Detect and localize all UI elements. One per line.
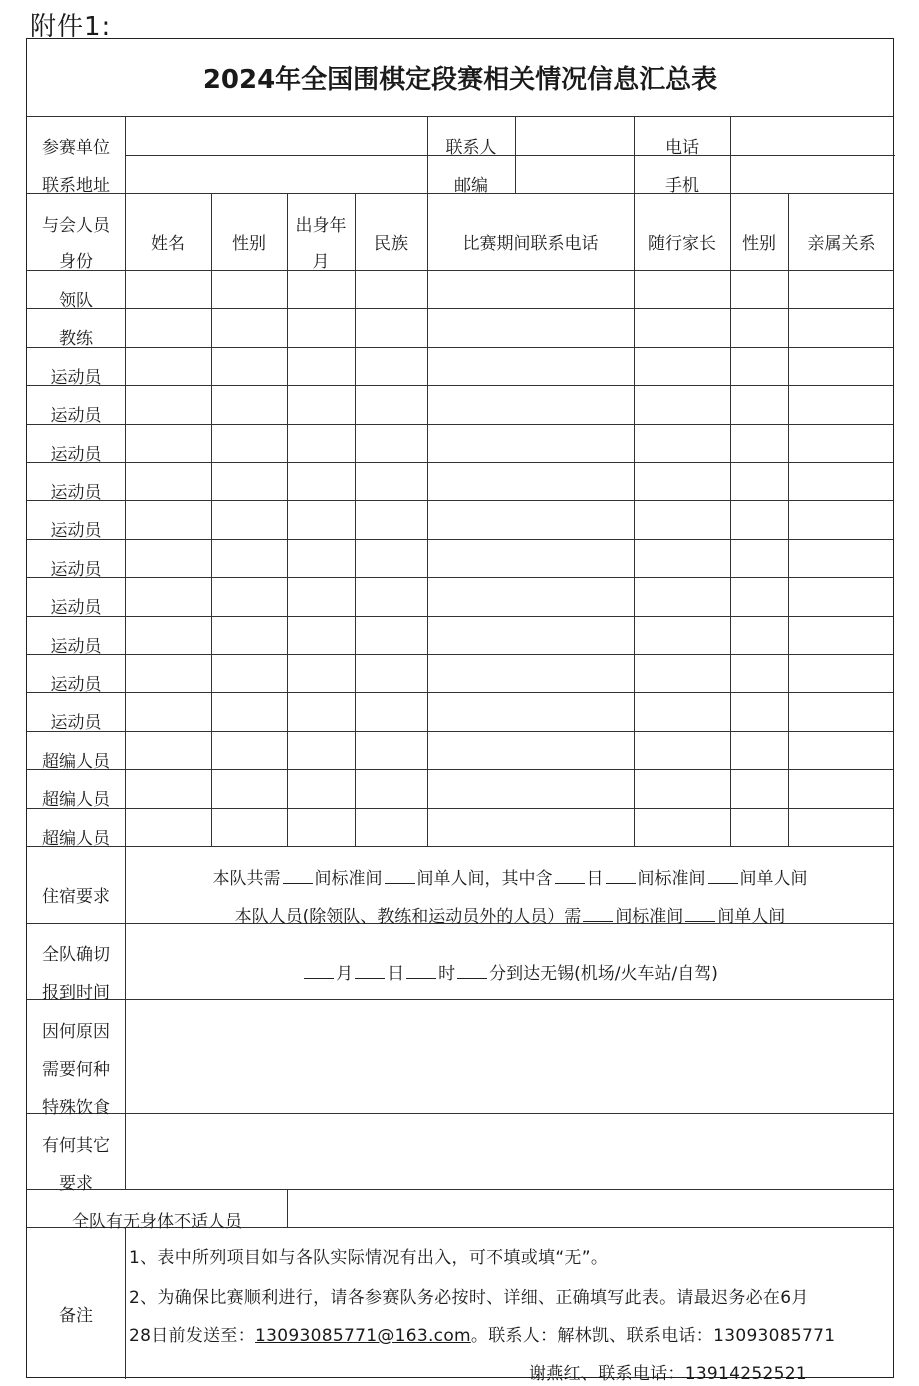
grid-line xyxy=(515,116,516,193)
grid-line xyxy=(27,692,893,693)
role-label: 超编人员 xyxy=(42,829,110,849)
label-postcode: 邮编 xyxy=(454,176,488,196)
col-role-2: 身份 xyxy=(59,252,93,272)
form-title: 2024年全国围棋定段赛相关情况信息汇总表 xyxy=(202,65,718,95)
grid-line xyxy=(634,116,635,846)
grid-line xyxy=(27,731,893,732)
grid-line xyxy=(427,116,428,846)
lodging-line-1: 本队共需 间标准间 间单人间，其中含 日 间标准间 间单人间 xyxy=(212,869,808,889)
role-label: 运动员 xyxy=(50,406,102,426)
col-match-phone: 比赛期间联系电话 xyxy=(462,234,599,254)
role-label: 运动员 xyxy=(50,637,102,657)
role-label: 运动员 xyxy=(50,675,102,695)
role-label: 运动员 xyxy=(50,521,102,541)
grid-line xyxy=(27,462,893,463)
grid-line xyxy=(27,385,893,386)
label-arrival-2: 报到时间 xyxy=(42,983,110,1003)
grid-line xyxy=(27,270,893,271)
role-label: 领队 xyxy=(59,291,93,311)
role-label: 运动员 xyxy=(50,483,102,503)
col-birth-2: 月 xyxy=(312,252,330,272)
grid-line xyxy=(27,769,893,770)
label-lodging: 住宿要求 xyxy=(42,887,110,907)
grid-line xyxy=(27,654,893,655)
col-gender: 性别 xyxy=(232,234,266,254)
contact-email-link[interactable]: 13093085771@163.com xyxy=(255,1326,471,1346)
label-other: 有何其它 xyxy=(42,1136,110,1156)
info-summary-form xyxy=(26,38,894,1384)
annex-label: 附件1: xyxy=(30,12,112,42)
grid-line xyxy=(27,577,893,578)
grid-line xyxy=(27,616,893,617)
grid-line xyxy=(125,116,126,846)
lodging-line-2: 本队人员(除领队、教练和运动员外的人员）需 间标准间 间单人间 xyxy=(234,907,786,927)
grid-line xyxy=(788,193,789,846)
label-contact: 联系人 xyxy=(445,138,497,158)
grid-line xyxy=(27,1189,893,1190)
label-diet-2: 需要何种 xyxy=(42,1060,110,1080)
label-mobile: 手机 xyxy=(665,176,699,196)
col-role: 与会人员 xyxy=(42,216,110,236)
role-label: 超编人员 xyxy=(42,790,110,810)
remark-2: 2、为确保比赛顺利进行，请各参赛队务必按时、详细、正确填写此表。请最迟务必在6月 xyxy=(129,1288,809,1308)
grid-line xyxy=(27,999,893,1000)
grid-line xyxy=(27,808,893,809)
role-label: 运动员 xyxy=(50,368,102,388)
remark-3: 28日前发送至：13093085771@163.com。联系人：解林凯、联系电话：13093085771 xyxy=(129,1326,836,1346)
grid-line xyxy=(27,539,893,540)
label-other-2: 要求 xyxy=(59,1174,93,1194)
label-arrival: 全队确切 xyxy=(42,945,110,965)
remark-1: 1、表中所列项目如与各队实际情况有出入，可不填或填“无”。 xyxy=(129,1248,609,1268)
grid-line xyxy=(27,1113,893,1114)
grid-line xyxy=(355,193,356,846)
grid-line xyxy=(27,116,893,117)
remark-4: 谢燕红、联系电话：13914252521 xyxy=(529,1364,807,1384)
grid-line xyxy=(125,846,126,1189)
col-parent: 随行家长 xyxy=(648,234,716,254)
role-label: 运动员 xyxy=(50,445,102,465)
grid-line xyxy=(27,424,893,425)
label-unit: 参赛单位 xyxy=(42,138,110,158)
label-address: 联系地址 xyxy=(42,176,110,196)
label-diet-3: 特殊饮食 xyxy=(42,1098,110,1118)
col-ethnicity: 民族 xyxy=(374,234,408,254)
grid-line xyxy=(730,116,731,846)
grid-line xyxy=(287,193,288,846)
grid-line xyxy=(125,1227,126,1379)
col-parent-gender: 性别 xyxy=(742,234,776,254)
label-remarks: 备注 xyxy=(59,1306,93,1326)
col-relation: 亲属关系 xyxy=(807,234,876,254)
role-label: 超编人员 xyxy=(42,752,110,772)
col-name: 姓名 xyxy=(151,234,185,254)
label-unwell: 全队有无身体不适人员 xyxy=(72,1212,242,1232)
grid-line xyxy=(27,308,893,309)
label-phone: 电话 xyxy=(665,138,699,158)
grid-line xyxy=(27,500,893,501)
col-birth: 出身年 xyxy=(295,216,347,236)
role-label: 运动员 xyxy=(50,598,102,618)
grid-line xyxy=(287,1189,288,1227)
role-label: 运动员 xyxy=(50,713,102,733)
grid-line xyxy=(211,193,212,846)
label-diet: 因何原因 xyxy=(42,1022,110,1042)
grid-line xyxy=(27,347,893,348)
grid-line xyxy=(27,846,893,847)
arrival-line: 月 日 时 分到达无锡(机场/火车站/自驾) xyxy=(125,959,895,984)
role-label: 教练 xyxy=(59,329,93,349)
role-label: 运动员 xyxy=(50,560,102,580)
